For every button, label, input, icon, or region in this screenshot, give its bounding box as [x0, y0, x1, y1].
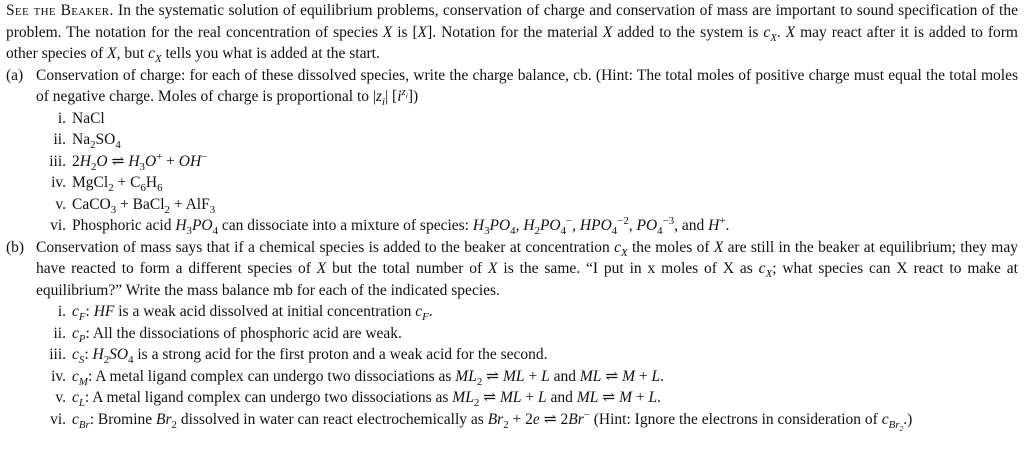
list-item: vi. $c_{Br}$: Bromine $Br_2$ dissolved in water can react electrochemically as $Br_2 + 2e$ ⇌ 2Br− (Hint: Ignore the electrons in consideration of $c_{Br_2}$.) [50, 408, 913, 433]
part-a-items [36, 108, 1018, 237]
list-item: i. $c_F$: HF is a weak acid dissolved at initial concentration $c_F$. [57, 303, 433, 324]
list-item: iv. $c_M$: A metal ligand complex can undergo two dissociations as $ML_2$ ⇌ ML + L and ML ⇌ M + L. [51, 367, 665, 388]
list-item: ii. $Na_2SO_4$ [53, 131, 121, 152]
list-item: v. $c_L$: A metal ligand complex can undergo two dissociations as $ML_2$ ⇌ ML + L and ML ⇌ M + L. [55, 389, 662, 410]
list-item: iii. $2H_2O$ ⇌ $H_3O^+ + OH^-$ [49, 150, 208, 173]
list-item: iv. MgCl$_2$ + $C_6H_6$ [51, 174, 163, 195]
list-item: v. CaCO$_3$ + BaCl$_2$ + AlF$_3$ [55, 195, 216, 216]
part-b [6, 237, 1018, 431]
part-b-label: (b) [6, 238, 25, 256]
list-item: i. NaCl [57, 109, 105, 127]
part-a-label: (a) [6, 66, 24, 84]
part-a [6, 65, 1018, 237]
list-item: iii. $c_S$: $H_2SO_4$ is a strong acid for the first proton and a weak acid for the second. [49, 346, 548, 367]
part-b-items [36, 301, 1018, 433]
problem-heading: See the Beaker. [6, 2, 114, 19]
intro-paragraph [6, 0, 1018, 65]
list-item: vi. Phosphoric acid $H_3PO_4$ can dissociate into a mixture of species: $H_3PO_4$, $H_2PO_4^-$, $HPO_4^{-2}$, $PO_4^{-3}$, and H+. [50, 214, 730, 238]
part-a-text: Conservation of charge: for each of these dissolved species, write the charge balance, cb. (Hint: The total moles of positive charge must equal the total moles of negative charge. Moles of charge is proportional to $|z_i|$ $[i^{z_i}]$) [36, 66, 1018, 109]
intro-text: In the systematic solution of equilibrium problems, conservation of charge and conservation of mass are important to sound specification of the problem. The notation for the real concentration of species X is [X]. Notation for the material X added to the system is $c_X$. X may react after it is added to form other species of X, but $c_X$ tells you what is added at the start. [6, 2, 1018, 66]
part-b-text: Conservation of mass says that if a chemical species is added to the beaker at concentration $c_X$ the moles of X are still in the beaker at equilibrium; they may have reacted to form a different species of X but the total number of X is the same. “I put in x moles of X as $c_X$; what species can X react to make at equilibrium?” Write the mass balance mb for each of the indicated species. [36, 238, 1018, 299]
list-item: ii. $c_P$: All the dissociations of phosphoric acid are weak. [53, 324, 402, 345]
